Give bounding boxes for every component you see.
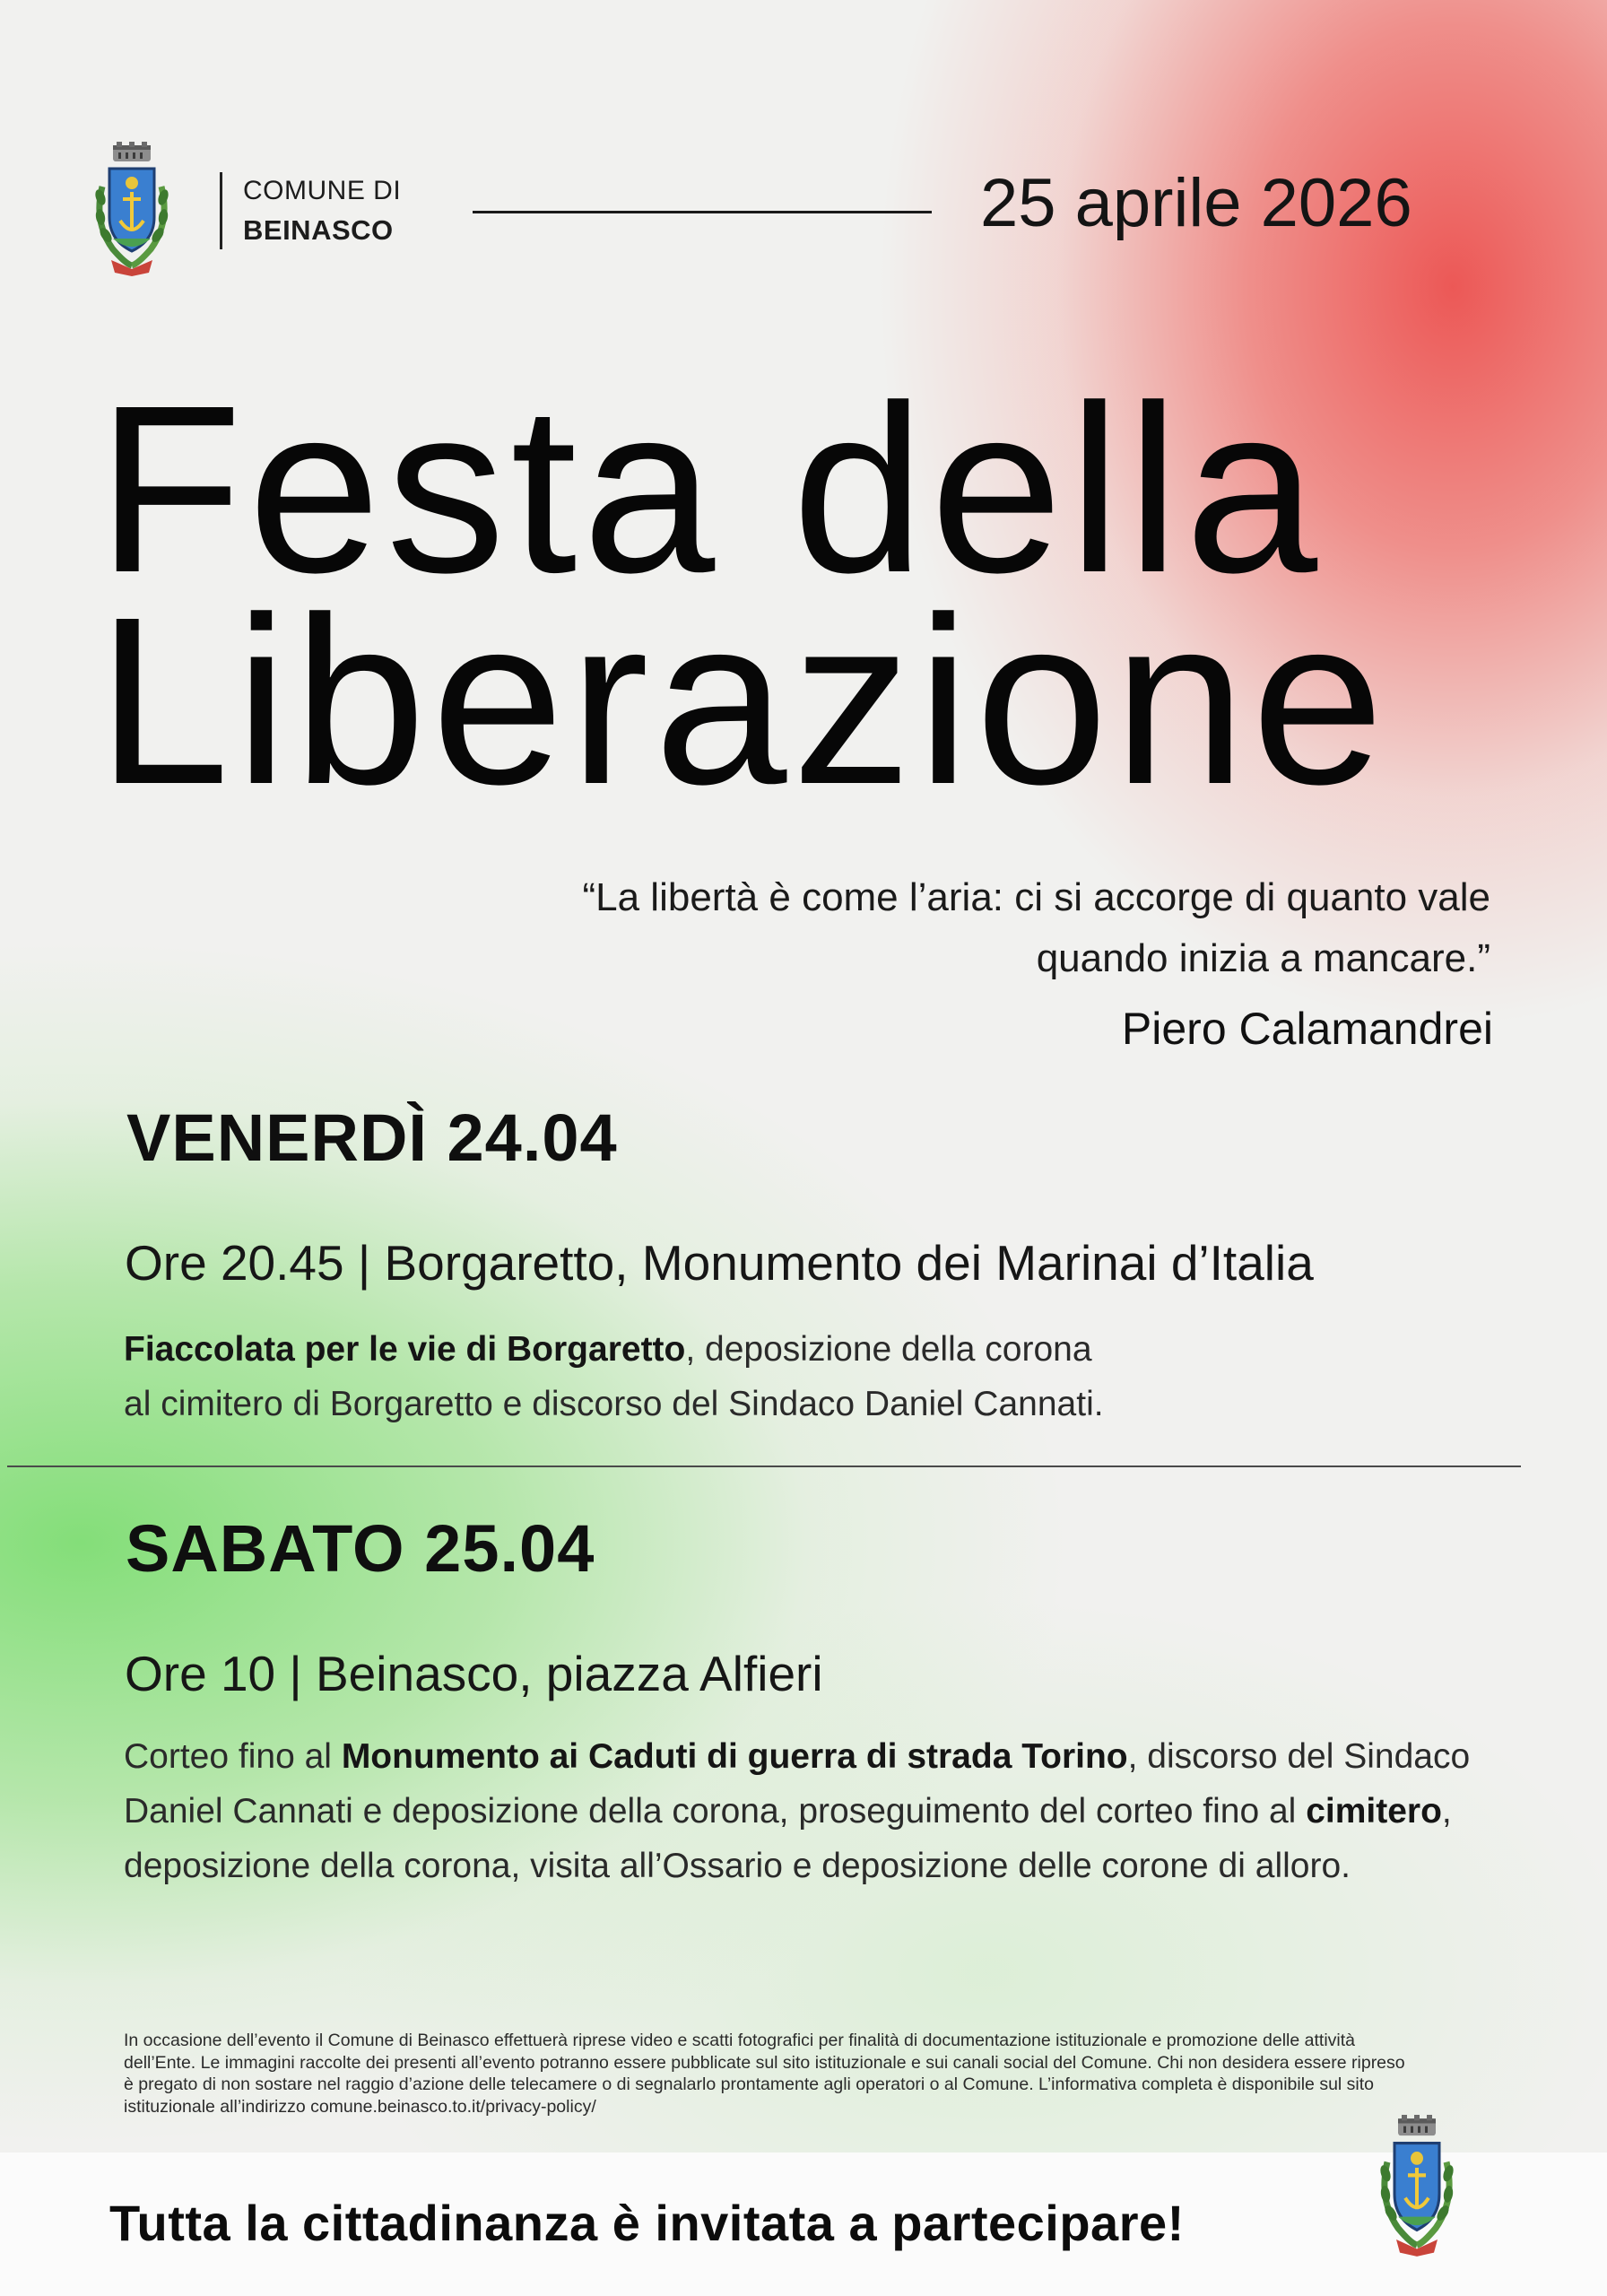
invitation-cta: Tutta la cittadinanza è invitata a partecipare! — [109, 2195, 1185, 2251]
header-rule — [473, 211, 932, 213]
event-time-place-friday: Ore 20.45 | Borgaretto, Monumento dei Marinai d’Italia — [125, 1235, 1314, 1291]
desc-bold-monument: Monumento ai Caduti di guerra di strada Torino — [341, 1737, 1128, 1776]
privacy-notice: In occasione dell’evento il Comune di Beinasco effettuerà riprese video e scatti fotografici per finalità di documentazione istituzionale e promozione delle attività dell’Ente. Le immagini raccolte dei presenti all’evento potranno essere pubblicate sul sito istituzionale e sui canali social del Comune. Chi non desidera essere ripreso è pregato di non sostare nel raggio d’azione delle telecamere o di segnalarlo prontamente agli operatori o al Comune. L’informativa completa è disponibile sul sito istituzionale all’indirizzo comune.beinasco.to.it/privacy-policy/ — [124, 2031, 1405, 2117]
municipality-label: COMUNE DI — [243, 176, 402, 205]
event-description-line-2: al cimitero di Borgaretto e discorso del Sindaco Daniel Cannati. — [124, 1385, 1104, 1423]
header-separator — [220, 172, 222, 249]
title-line-1: Festa della — [97, 356, 1324, 622]
page-title — [97, 356, 1390, 834]
desc-bold-cemetery: cimitero — [1306, 1792, 1442, 1831]
event-day-saturday: SABATO 25.04 — [126, 1511, 595, 1586]
event-description-bold: Fiaccolata per le vie di Borgaretto — [124, 1330, 686, 1369]
quote — [325, 867, 1490, 989]
quote-line-1: “La libertà è come l’aria: ci si accorge di quanto vale — [582, 875, 1490, 919]
coat-of-arms-icon-footer — [1378, 2115, 1455, 2258]
section-divider — [7, 1465, 1521, 1467]
desc-text-2: , discorso del Sindaco Daniel Cannati e deposizione della corona, proseguimento del corteo fino al — [124, 1737, 1471, 1831]
quote-author: Piero Calamandrei — [1121, 1004, 1493, 1054]
municipality-name: BEINASCO — [243, 214, 394, 246]
event-date: 25 aprile 2026 — [980, 165, 1412, 241]
coat-of-arms-icon — [93, 142, 170, 278]
desc-text-3: , deposizione della corona, visita all’Ossario e deposizione delle corone di alloro. — [124, 1792, 1452, 1885]
event-day-friday: VENERDÌ 24.04 — [126, 1100, 618, 1175]
title-line-2: Liberazione — [97, 568, 1390, 834]
event-description-text: , deposizione della corona — [685, 1330, 1092, 1369]
event-time-place-saturday: Ore 10 | Beinasco, piazza Alfieri — [125, 1646, 823, 1701]
event-description-friday — [124, 1322, 1523, 1431]
event-description-saturday — [124, 1729, 1523, 1893]
desc-text-1: Corteo fino al — [124, 1737, 342, 1776]
quote-line-2: quando inizia a mancare.” — [1036, 936, 1490, 980]
